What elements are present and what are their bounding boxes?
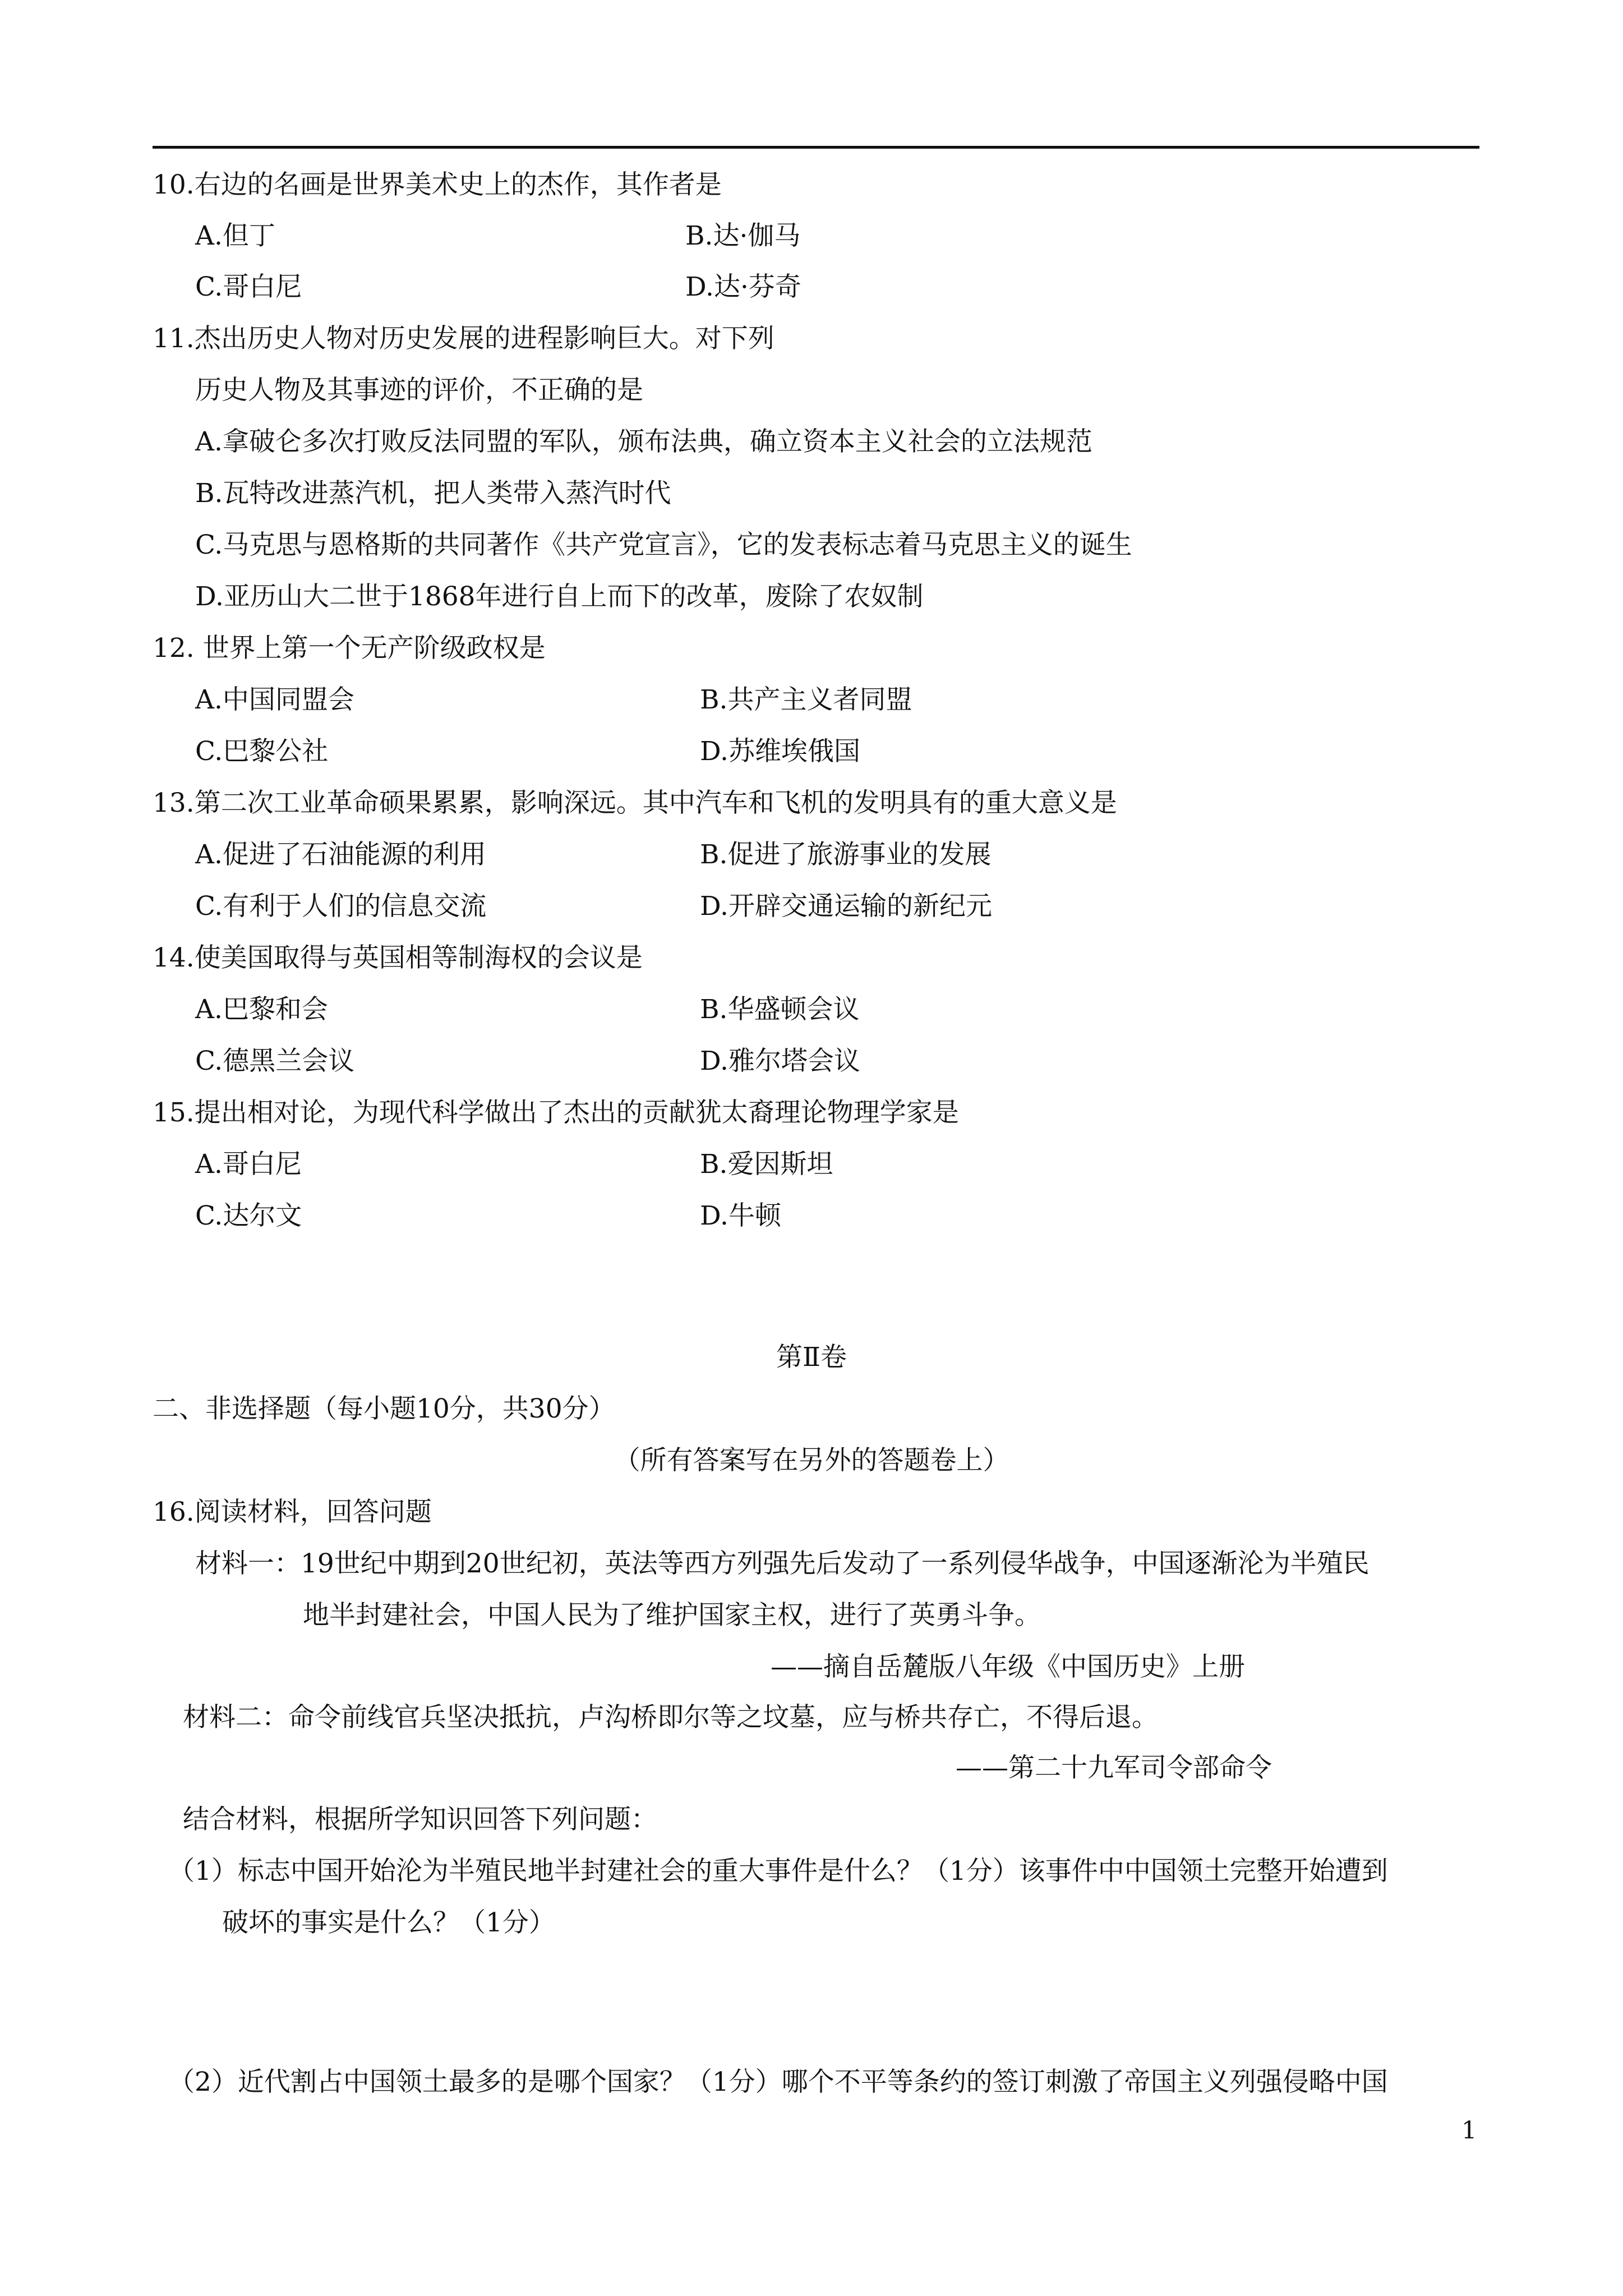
q13-stem: 13.第二次工业革命硕果累累，影响深远。其中汽车和飞机的发明具有的重大意义是 (153, 788, 1117, 818)
q12-option-d: D.苏维埃俄国 (700, 736, 860, 767)
answer-sheet-note: （所有答案写在另外的答题卷上） (614, 1445, 1009, 1476)
q15-option-b: B.爱因斯坦 (700, 1149, 833, 1180)
q16-sub1-line2: 破坏的事实是什么？（1分） (222, 1907, 555, 1938)
section2-heading: 二、非选择题（每小题10分，共30分） (153, 1393, 615, 1424)
q16-sub1-line1: （1）标志中国开始沦为半殖民地半封建社会的重大事件是什么？（1分）该事件中中国领土完整开始遭到 (168, 1856, 1388, 1887)
q12-option-a: A.中国同盟会 (195, 684, 354, 715)
q15-option-c: C.达尔文 (195, 1200, 302, 1231)
q12-option-b: B.共产主义者同盟 (700, 684, 912, 715)
q11-stem-line2: 历史人物及其事迹的评价，不正确的是 (195, 375, 643, 406)
q13-option-a: A.促进了石油能源的利用 (195, 839, 486, 870)
q16-material2-source: ——第二十九军司令部命令 (956, 1752, 1272, 1783)
volume-title: 第Ⅱ卷 (776, 1342, 847, 1373)
q16-material1-line1: 材料一：19世纪中期到20世纪初，英法等西方列强先后发动了一系列侵华战争，中国逐渐沦为半殖民 (195, 1548, 1370, 1579)
q14-option-b: B.华盛顿会议 (700, 994, 860, 1025)
q11-stem-line1: 11.杰出历史人物对历史发展的进程影响巨大。对下列 (153, 323, 774, 354)
q15-option-d: D.牛顿 (700, 1200, 781, 1231)
q16-material1-source: ——摘自岳麓版八年级《中国历史》上册 (771, 1651, 1245, 1682)
q14-option-a: A.巴黎和会 (195, 994, 328, 1025)
q12-option-c: C.巴黎公社 (195, 736, 329, 767)
q11-option-c: C.马克思与恩格斯的共同著作《共产党宣言》，它的发表标志着马克思主义的诞生 (195, 530, 1132, 560)
q16-material2: 材料二：命令前线官兵坚决抵抗，卢沟桥即尔等之坟墓，应与桥共存亡，不得后退。 (183, 1702, 1158, 1733)
q15-option-a: A.哥白尼 (195, 1149, 302, 1180)
q10-option-a: A.但丁 (195, 220, 275, 251)
q14-stem: 14.使美国取得与英国相等制海权的会议是 (153, 942, 643, 973)
q10-option-b: B.达·伽马 (685, 220, 801, 251)
q10-option-c: C.哥白尼 (195, 272, 302, 302)
q16-material1-line2: 地半封建社会，中国人民为了维护国家主权，进行了英勇斗争。 (303, 1600, 1041, 1631)
q15-stem: 15.提出相对论，为现代科学做出了杰出的贡献犹太裔理论物理学家是 (153, 1097, 959, 1128)
q16-instruction: 结合材料，根据所学知识回答下列问题： (183, 1804, 657, 1835)
page-number: 1 (1461, 2116, 1477, 2145)
q12-stem: 12. 世界上第一个无产阶级政权是 (153, 633, 546, 664)
q10-stem: 10.右边的名画是世界美术史上的杰作，其作者是 (153, 169, 722, 200)
q14-option-d: D.雅尔塔会议 (700, 1046, 860, 1076)
q14-option-c: C.德黑兰会议 (195, 1046, 355, 1076)
header-rule (153, 146, 1479, 149)
q11-option-d: D.亚历山大二世于1868年进行自上而下的改革，废除了农奴制 (195, 581, 924, 612)
q11-option-b: B.瓦特改进蒸汽机，把人类带入蒸汽时代 (195, 478, 671, 509)
q13-option-d: D.开辟交通运输的新纪元 (700, 891, 992, 922)
q16-sub2-line1: （2）近代割占中国领土最多的是哪个国家？（1分）哪个不平等条约的签订刺激了帝国主义列强侵略中国 (168, 2067, 1388, 2097)
q13-option-c: C.有利于人们的信息交流 (195, 891, 487, 922)
q13-option-b: B.促进了旅游事业的发展 (700, 839, 992, 870)
q16-stem: 16.阅读材料，回答问题 (153, 1497, 432, 1527)
q11-option-a: A.拿破仑多次打败反法同盟的军队，颁布法典，确立资本主义社会的立法规范 (195, 426, 1092, 457)
q10-option-d: D.达·芬奇 (685, 272, 801, 302)
